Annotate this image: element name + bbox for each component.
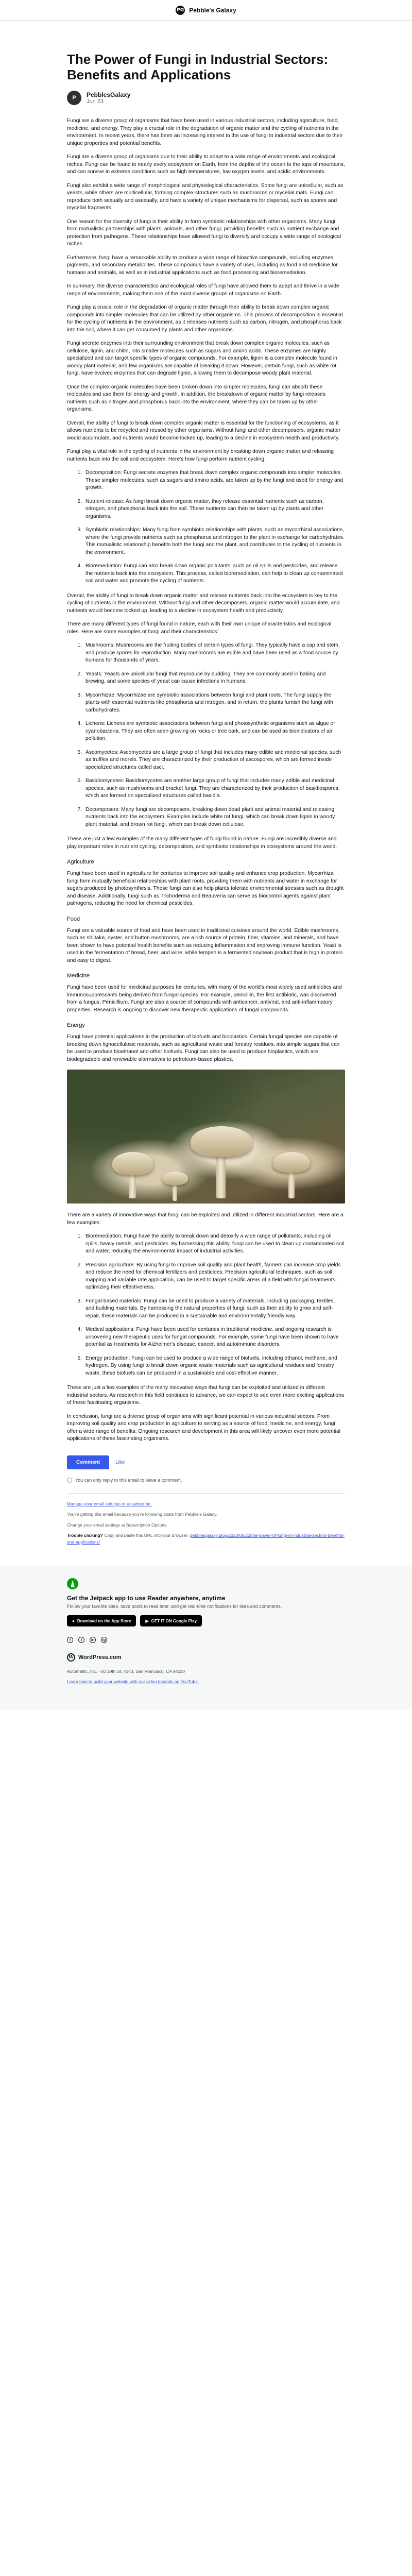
list-item: 4. Bioremediation: Fungi can also break down organic pollutants, such as oil spills and pesticides, and release the nutrients back into the ecosystem. This process, called bioremediation, can help to clean up contaminated soil and water and promote the cycling of nutrients.	[83, 563, 345, 585]
paragraph: Fungi play a vital role in the cycling of nutrients in the environment by breaking down organic matter and releasing nutrients back into the soil and ecosystem. Here's how fungi perform nutrient cycling:	[67, 449, 334, 462]
list-item: 3. Mycorrhizae: Mycorrhizae are symbiotic associations between fungi and plant roots. The fungi supply the plants with essential nutrients like phosphorus and nitrogen, and in return, the plants furnish the fungi with carbohydrates.	[83, 692, 345, 715]
post-date: Jun 23	[87, 98, 104, 105]
wordpress-logo-icon: W	[67, 1653, 75, 1662]
google-play-badge[interactable]: ▶ GET IT ON Google Play	[140, 1615, 202, 1626]
section-heading-food: Food	[67, 916, 80, 922]
social-links	[67, 1637, 345, 1643]
paragraph: Fungi are a diverse group of organisms due to their ability to adapt to a wide range of environments and ecological niches. Fungi can be found in nearly every ecosystem on Earth, from the depths of the ocean to the tops of mountains, and can survive in extreme conditions such as high temperatures, low oxygen levels, and acidic environments.	[67, 154, 345, 175]
list-item: 6. Basidiomycetes: Basidiomycetes are another large group of fungi that includes many edible and medicinal species, such as mushrooms and bracket fungi. They are characterized by their production of basidiospores, which are formed on specialized structures called basidia.	[83, 777, 345, 800]
paragraph: Fungi have been used for medicinal purposes for centuries, with many of the world's most widely used antibiotics and immunosuppressants being derived from fungal species. For example, penicillin, the first antibiotic, was discovered from a fungus, Penicillium. Fungi are also a source of compounds with anticancer, antiviral, and anti-inflammatory properties. Research is ongoing to discover new therapeutic applications of fungal compounds.	[67, 985, 342, 1013]
following-text: You're getting this email because you're following posts from Pebble's Galaxy.	[67, 1512, 218, 1517]
list-item: 7. Decomposers: Many fungi are decomposers, breaking down dead plant and animal material and releasing nutrients back into the ecosystem. Examples include white rot fungi, which can break down lignin in woody plant material, and brown rot fungi, which can break down cellulose.	[83, 806, 345, 829]
app-store-badge[interactable]: ● Download on the App Store	[67, 1615, 136, 1626]
fungi-types-list	[83, 642, 345, 828]
paragraph: Fungi play a crucial role in the degradation of organic matter through their ability to break down complex organic compounds into simpler molecules that can be utilized by other organisms. This process of decomposition is essential for the cycling of nutrients in the environment, as it releases nutrients such as carbon, nitrogen, and phosphorus back into the soil, where it can get consumed by plants and other organisms.	[67, 304, 343, 333]
section-heading-agriculture: Agriculture	[67, 859, 94, 865]
list-item: 2. Nutrient release: As fungi break down organic matter, they release essential nutrients such as carbon, nitrogen, and phosphorus back into the soil. These nutrients can then be taken up by plants and other organisms.	[83, 498, 345, 521]
top-bar	[0, 0, 412, 21]
section-heading-medicine: Medicine	[67, 973, 90, 979]
paragraph: These are just a few examples of the many different types of fungi found in nature. Fungi are incredibly diverse and play important roles in nutrient cycling, decomposition, and symbiotic relationships in ecosystems around the world.	[67, 836, 337, 850]
wordpress-brand[interactable]	[67, 1653, 345, 1662]
mushroom-photo[interactable]	[67, 1070, 345, 1204]
reply-notice	[67, 1478, 345, 1483]
list-item: 5. Energy production: Fungi can be used to produce a wide range of biofuels, including ethanol, methane, and hydrogen. By using fungi to break down organic waste materials such as agricultural residues and forestry waste, these biofuels can be produced in a sustainable and cost-effective manner.	[83, 1355, 345, 1378]
paragraph: Overall, the ability of fungi to break down organic matter and release nutrients back into the ecosystem is key to the cycling of nutrients in the environment. Without fungi and other decomposers, organic matter would accumulate, and nutrients would become locked up, leading to a decline in ecosystem health and productivity.	[67, 592, 340, 614]
paragraph: Fungi have been used in agriculture for centuries to improve soil quality and enhance crop production. Mycorrhizal fungi form mutually beneficial relationships with plant roots, providing them with nutrients and water in exchange for sugars produced by photosynthesis. These fungi can also help plants tolerate environmental stresses such as drought and disease. Additionally, fungi such as Trichoderma and Beauveria can serve as biocontrol agents against plant pathogens, reducing the need for chemical pesticides.	[67, 871, 344, 906]
wordpress-name: WordPress.com	[78, 1654, 122, 1660]
paragraph: Fungi have potential applications in the production of biofuels and bioplastics. Certain fungal species are capable of breaking down lignocellulosic materials, such as agricultural waste and forestry residues, into simple sugars that can be used to produce bioethanol and other biofuels. Fungi can also be used to produce bioplastics, which are biodegradable and renewable alternatives to petroleum-based plastics.	[67, 1034, 340, 1062]
tutorials-link[interactable]: Learn how to build your website with our video tutorials on YouTube.	[67, 1679, 199, 1684]
paragraph: Fungi also exhibit a wide range of morphological and physiological characteristics. Some fungi are unicellular, such as yeasts, while others are multicellular, forming complex structures such as mushrooms or mycelial mats. Fungi can reproduce both sexually and asexually, and have a variety of unique mechanisms for dispersal, such as spores and mycelial fragments.	[67, 182, 344, 211]
site-logo-icon[interactable]: PG	[176, 6, 185, 15]
paragraph: These are just a few examples of the many innovative ways that fungi can be exploited and utilized in different industrial sectors. As research in this field continues to advance, we can expect to see even more exciting applications of these fascinating organisms.	[67, 1385, 345, 1405]
manage-settings-link[interactable]: Manage your email settings or unsubscribe.	[67, 1501, 152, 1506]
paragraph: Fungi secrete enzymes into their surrounding environment that break down complex organic molecules, such as cellulose, lignin, and chitin, into smaller molecules such as sugars and amino acids. These enzymes are highly specialized and can target specific types of organic compounds. For example, lignin is a complex molecule found in woody plant material, and few organisms are capable of breaking it down. However, certain fungi, such as white rot fungi, have evolved enzymes that can degrade lignin, allowing them to decompose woody plant material.	[67, 341, 337, 376]
post-body	[67, 117, 345, 1443]
facebook-icon[interactable]: f	[67, 1637, 73, 1643]
trouble-text	[67, 1532, 345, 1545]
trouble-instructions: Copy and paste this URL into your browser:	[104, 1533, 189, 1538]
paragraph: There are a variety of innovative ways that fungi can be exploited and utilized in different industrial sectors. Here are a few examples:	[67, 1212, 344, 1226]
footer-title: Get the Jetpack app to use Reader anywhere, anytime	[67, 1595, 226, 1602]
list-item: 3. Symbiotic relationships: Many fungi form symbiotic relationships with plants, such as mycorrhizal associations, where the fungi provide nutrients such as phosphorus and nitrogen to the plant in exchange for carbohydrates. This mutualistic relationship benefits both the fungi and the plant, and contributes to the cycling of nutrients in the environment.	[83, 527, 345, 556]
post-actions	[67, 1455, 345, 1469]
list-item: 2. Yeasts: Yeasts are unicellular fungi that reproduce by budding. They are commonly used in baking and brewing, and some species of yeast can cause infections in humans.	[83, 671, 345, 686]
info-icon	[67, 1478, 72, 1483]
list-item: 1. Bioremediation: Fungi have the ability to break down and detoxify a wide range of pollutants, including oil spills, heavy metals, and pesticides. By harnessing this ability, fungi can be used to clean up contaminated soil and water, reducing the environmental impact of industrial activities.	[83, 1233, 345, 1256]
paragraph: One reason for the diversity of fungi is their ability to form symbiotic relationships with other organisms. Many fungi form mutualistic partnerships with plants, animals, and other fungi, providing benefits such as nutrient exchange and protection from pathogens. These relationships have allowed fungi to diversify and occupy a wide range of ecological niches.	[67, 218, 341, 247]
jetpack-logo-icon	[67, 1578, 78, 1589]
tutorials-text	[67, 1679, 345, 1684]
author-name[interactable]: PebblesGalaxy	[87, 91, 131, 98]
paragraph: Furthermore, fungi have a remarkable ability to produce a wide range of bioactive compounds, including enzymes, pigments, and secondary metabolites. These compounds have a variety of uses, including as food and medicine for humans and animals, as well as in industrial applications such as food processing and bioremediation.	[67, 255, 338, 276]
post-title[interactable]: The Power of Fungi in Industrial Sectors: Benefits and Applications	[67, 52, 329, 82]
list-item: 4. Medical applications: Fungi have been used for centuries in traditional medicine, and ongoing research is uncovering new therapeutic uses for fungal compounds. For example, some fungi have been shown to have potential as treatments for Alzheimer's disease, cancer, and autoimmune disorders.	[83, 1326, 345, 1349]
paragraph: There are many different types of fungi found in nature, each with their own unique characteristics and ecological roles. Here are some examples of fungi and their characteristics:	[67, 621, 332, 635]
post-url-link[interactable]: pebblesgalaxy.blog/2023/06/23/the-power-of-fungi-in-industrial-sectors-benefits-and-applications/	[67, 1533, 345, 1545]
author-avatar[interactable]: P	[67, 91, 81, 105]
footer	[0, 1566, 412, 1710]
instagram-icon[interactable]: ig	[101, 1637, 107, 1643]
reply-notice-text: You can only reply to this email to leave a comment.	[75, 1477, 182, 1483]
twitter-icon[interactable]: t	[78, 1637, 84, 1643]
list-item: 5. Ascomycetes: Ascomycetes are a large group of fungi that includes many edible and medicinal species, such as truffles and morels. They are characterized by their production of ascospores, which are formed inside specialized structures called asci.	[83, 749, 345, 772]
byline	[67, 91, 345, 105]
change-settings-text[interactable]: Change your email settings at Subscription Options.	[67, 1522, 168, 1528]
paragraph: Fungi are a valuable source of food and have been used in traditional cuisines around the world. Edible mushrooms, such as shiitake, oyster, and button mushrooms, are a rich source of protein, fiber, vitamins, and minerals, and have been shown to have potential health benefits such as reducing inflammation and improving immune function. Yeast is used in the fermentation of bread, beer, and wine, while tempeh is a fermented soybean product that is high in protein and easy to digest.	[67, 927, 343, 963]
list-item: 3. Fungal-based materials: Fungi can be used to produce a variety of materials, including packaging, textiles, and building materials. By harnessing the natural properties of fungi, such as their ability to grow and self-repair, these materials can be produced in a sustainable and environmentally friendly way.	[83, 1298, 345, 1320]
comment-button[interactable]: Comment	[67, 1455, 109, 1469]
company-address: Automattic, Inc. - 60 29th St. #343, San Francisco, CA 94110	[67, 1669, 185, 1674]
post-container	[67, 21, 345, 1545]
linkedin-icon[interactable]: in	[90, 1637, 96, 1643]
section-heading-energy: Energy	[67, 1022, 85, 1028]
like-button[interactable]: Like	[115, 1459, 125, 1465]
paragraph: Fungi are a diverse group of organisms that have been used in various industrial sectors, including agriculture, food, medicine, and energy. They play a crucial role in the degradation of organic matter and the cycling of nutrients in the environment. In recent years, there has been an increasing interest in the use of fungi in industrial sectors due to their unique properties and potential benefits.	[67, 118, 343, 146]
list-item: 4. Lichens: Lichens are symbiotic associations between fungi and photosynthetic organisms such as algae or cyanobacteria. They are often seen growing on rocks or tree bark, and can be used as bioindicators of air pollution.	[83, 720, 345, 743]
play-icon: ▶	[145, 1618, 149, 1623]
footer-subtitle: Follow your favorite sites, save posts to read later, and get real-time notifications for likes and comments.	[67, 1604, 282, 1609]
paragraph: Overall, the ability of fungi to break down complex organic matter is essential for the functioning of ecosystems, as it allows nutrients to be recycled and reused by other organisms. Without fungi and other decomposers, organic matter would accumulate, and nutrients would become locked up, leading to a decline in ecosystem health and productivity.	[67, 420, 341, 441]
app-store-badges	[67, 1615, 345, 1626]
list-item: 2. Precision agriculture: By using fungi to improve soil quality and plant health, farmers can increase crop yields and reduce the need for chemical fertilizers and pesticides. Precision agricultural techniques, such as soil mapping and variable rate application, can be used to target specific areas of a field with fungal treatments, optimizing their effectiveness.	[83, 1262, 345, 1292]
trouble-label: Trouble clicking?	[67, 1533, 103, 1538]
apple-icon: ●	[72, 1618, 75, 1623]
paragraph: In conclusion, fungi are a diverse group of organisms with significant potential in various industrial sectors. From improving soil quality and crop production in agriculture to serving as a source of food, medicine, and energy, fungi offer a wide range of benefits. Ongoing research and development in this area will likely uncover even more potential applications of these fascinating organisms.	[67, 1413, 340, 1442]
list-item: 1. Decomposition: Fungi secrete enzymes that break down complex organic compounds into simpler molecules. These simpler molecules, such as sugars and amino acids, are taken up by the fungi and used for energy and growth.	[83, 469, 345, 492]
paragraph: In summary, the diverse characteristics and ecological roles of fungi have allowed them to adapt and thrive in a wide range of environments, making them one of the most diverse groups of organisms on Earth.	[67, 283, 339, 297]
list-item: 1. Mushrooms: Mushrooms are the fruiting bodies of certain types of fungi. They typically have a cap and stem, and produce spores for reproduction. Many mushrooms are edible and have been used as a food source by humans for thousands of years.	[83, 642, 345, 665]
paragraph: Once the complex organic molecules have been broken down into simpler molecules, fungi can absorb these molecules and use them for energy and growth. In addition, the breakdown of organic matter by fungi releases nutrients such as nitrogen and phosphorus back into the environment, where they can be taken up by other organisms.	[67, 384, 325, 412]
site-name[interactable]: Pebble's Galaxy	[189, 6, 236, 14]
manage-settings-text	[67, 1501, 345, 1507]
nutrient-cycling-list	[83, 469, 345, 585]
applications-list	[83, 1233, 345, 1377]
divider	[67, 1493, 345, 1494]
